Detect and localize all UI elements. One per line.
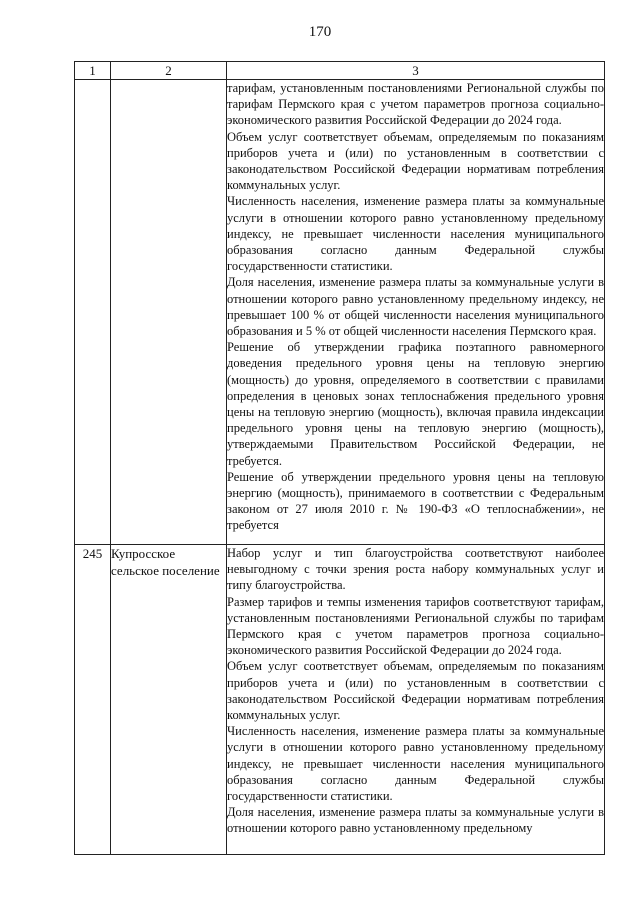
condition-paragraph: Доля населения, изменение размера платы за коммунальные услуги в отношении которого равно установленному предельному xyxy=(227,805,604,836)
condition-paragraph: Объем услуг соответствует объемам, определяемым по показаниям приборов учета и (или) по установленным в соответствии с законодательством Российской Федерации нормативам потребления коммунальных услуг. xyxy=(227,129,604,193)
condition-paragraph: Решение об утверждении предельного уровня цены на тепловую энергию (мощность), принимаемого в соответствии с Федеральным законом от 27 июля 2010 г. № 190-ФЗ «О теплоснабжении», не требуется xyxy=(227,469,604,533)
condition-paragraph: Размер тарифов и темпы изменения тарифов соответствуют тарифам, установленным постановлениями Региональной службы по тарифам Пермского края с учетом параметров прогноза социально-экономического развития Российской Федерации до 2024 года. xyxy=(227,594,604,658)
condition-paragraph: Численность населения, изменение размера платы за коммунальные услуги в отношении которого равно установленному предельному индексу, не превышает численности населения муниципального образования согласно данным Федеральной службы государственности статистики. xyxy=(227,724,604,804)
conditions-cell xyxy=(227,545,605,855)
condition-paragraph: Набор услуг и тип благоустройства соответствуют наиболее невыгодному с точки зрения роста набору коммунальных услуг и типу благоустройства. xyxy=(227,546,604,593)
page-number: 170 xyxy=(308,24,332,40)
municipality-name-cell xyxy=(111,80,227,545)
table-row xyxy=(75,80,605,545)
conditions-cell xyxy=(227,80,605,545)
column-header-2: 2 xyxy=(111,62,227,80)
condition-paragraph: Численность населения, изменение размера платы за коммунальные услуги в отношении которого равно установленному предельному индексу, не превышает численности населения муниципального образования согласно данным Федеральной службы государственности статистики. xyxy=(227,194,604,274)
column-header-3: 3 xyxy=(227,62,605,80)
condition-paragraph: тарифам, установленным постановлениями Региональной службы по тарифам Пермского края с учетом параметров прогноза социально-экономического развития Российской Федерации до 2024 года. xyxy=(227,81,604,128)
table-row xyxy=(75,545,605,855)
row-number-cell xyxy=(75,80,111,545)
municipality-name-cell: Купросское сельское поселение xyxy=(111,545,227,855)
row-number-cell: 245 xyxy=(75,545,111,855)
column-header-1: 1 xyxy=(75,62,111,80)
condition-paragraph: Объем услуг соответствует объемам, определяемым по показаниям приборов учета и (или) по установленным в соответствии с законодательством Российской Федерации нормативам потребления коммунальных услуг. xyxy=(227,659,604,723)
condition-paragraph: Решение об утверждении графика поэтапного равномерного доведения предельного уровня цены на тепловую энергию (мощность) до уровня, определяемого в соответствии с правилами определения в ценовых зонах теплоснабжения предельного уровня цены на тепловую энергию (мощность), включая правила индексации предельного уровня цены на тепловую энергию (мощность), утверждаемыми Правительством Российской Федерации, не требуется. xyxy=(227,340,604,468)
document-table xyxy=(74,61,605,855)
table-header-row xyxy=(75,62,605,80)
condition-paragraph: Доля населения, изменение размера платы за коммунальные услуги в отношении которого равно установленному предельному индексу, не превышает 100 % от общей численности населения муниципального образования и 5 % от общей численности населения Пермского края. xyxy=(227,275,604,339)
